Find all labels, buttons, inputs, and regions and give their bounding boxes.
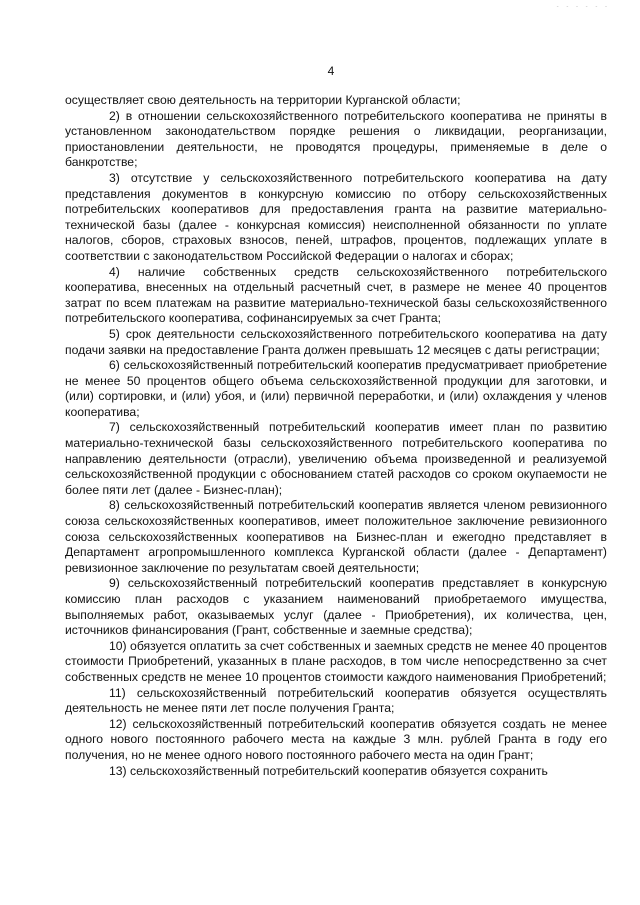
paragraph-continuation: осуществляет свою деятельность на территории Курганской области; xyxy=(65,93,461,107)
paragraph-item-12: 12) сельскохозяйственный потребительский кооператив обязуется создать не менее одного нового постоянного рабочего места на каждые 3 млн. рублей Гранта в году его получения, но не менее одного нового постоянного рабочего места на один Грант; xyxy=(65,716,607,762)
paragraph-item-8: 8) сельскохозяйственный потребительский кооператив является членом ревизионного союза сельскохозяйственных кооперативов, имеет положительное заключение ревизионного союза сельскохозяйственных кооперативов на Бизнес-план и ежегодно представляет в Департамент агропромышленного комплекса Курганской области (далее - Департамент) ревизионное заключение по результатам своей деятельности; xyxy=(65,498,607,575)
paragraph-item-6: 6) сельскохозяйственный потребительский кооператив предусматривает приобретение не менее 50 процентов общего объема сельскохозяйственной продукции для заготовки, и (или) сортировки, и (или) убоя, и (или) первичной переработки, и (или) охлаждения у членов кооператива; xyxy=(65,358,607,419)
header-marks: - - - - - - xyxy=(556,4,610,10)
paragraph-item-5: 5) срок деятельности сельскохозяйственного потребительского кооператива на дату подачи заявки на предоставление Гранта должен превышать 12 месяцев с даты регистрации; xyxy=(65,326,607,357)
paragraph-item-9: 9) сельскохозяйственный потребительский кооператив представляет в конкурсную комиссию план расходов с указанием наименований приобретаемого имущества, выполняемых работ, оказываемых услуг (далее - Приобретения), их количества, цен, источников финансирования (Грант, собственные и заемные средства); xyxy=(65,576,607,638)
paragraph-item-11: 11) сельскохозяйственный потребительский кооператив обязуется осуществлять деятельность не менее пяти лет после получения Гранта; xyxy=(65,685,607,716)
paragraph-item-2: 2) в отношении сельскохозяйственного потребительского кооператива не приняты в установленном законодательством порядке решения о ликвидации, реорганизации, приостановлении деятельности, не проводятся процедуры, применяемые в деле о банкротстве; xyxy=(65,108,607,170)
page-number: 4 xyxy=(327,64,335,78)
paragraph-item-4: 4) наличие собственных средств сельскохозяйственного потребительского кооператива, внесенных на отдельный расчетный счет, в размере не менее 40 процентов затрат по всем платежам на развитие материально-технической базы сельскохозяйственного потребительского кооператива, софинансируемых за счет Гранта; xyxy=(65,264,607,326)
document-body xyxy=(65,93,607,779)
paragraph-item-10: 10) обязуется оплатить за счет собственных и заемных средств не менее 40 процентов стоимости Приобретений, указанных в плане расходов, в том числе непосредственно за счет собственных средств не менее 10 процентов стоимости каждого наименования Приобретений; xyxy=(65,638,607,684)
paragraph-item-7: 7) сельскохозяйственный потребительский кооператив имеет план по развитию материально-технической базы сельскохозяйственного потребительского кооператива по направлению деятельности (отрасли), увеличению объема произведенной и реализуемой сельскохозяйственной продукции с обоснованием статей расходов со сроком окупаемости не более пяти лет (далее - Бизнес-план); xyxy=(65,420,607,497)
paragraph-item-13: 13) сельскохозяйственный потребительский кооператив обязуется сохранить xyxy=(109,763,548,778)
paragraph-item-3: 3) отсутствие у сельскохозяйственного потребительского кооператива на дату представления документов в конкурсную комиссию по отбору сельскохозяйственных потребительских кооперативов для предоставления гранта на развитие материально-технической базы (далее - конкурсная комиссия) неисполненной обязанности по уплате налогов, сборов, страховых взносов, пеней, штрафов, процентов, подлежащих уплате в соответствии с законодательством Российской Федерации о налогах и сборах; xyxy=(65,170,607,263)
